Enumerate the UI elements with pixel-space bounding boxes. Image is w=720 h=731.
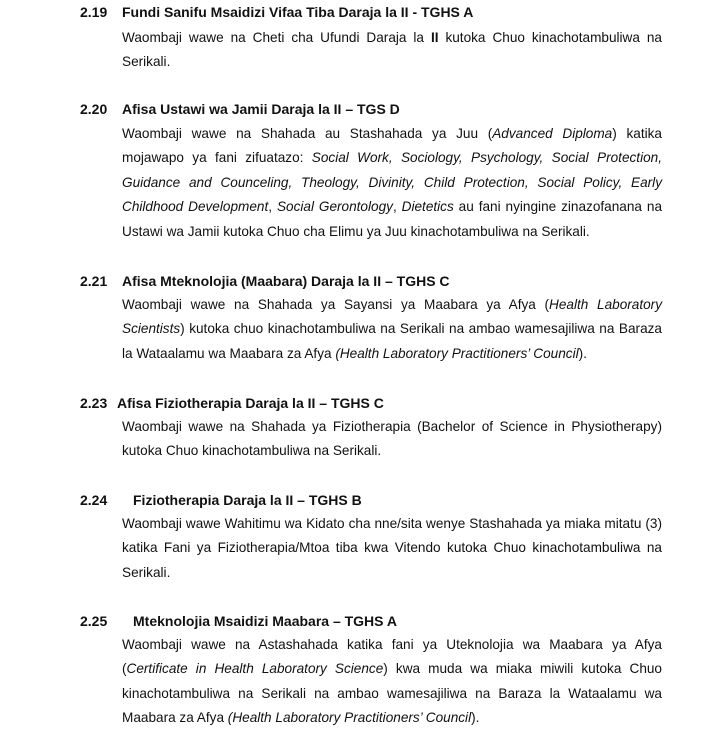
body-text: , [268,199,277,215]
body-text: Waombaji wawe na Shahada au Stashahada ya Juu ( [122,126,493,141]
body-text: ). [471,710,480,726]
section-body [122,26,662,75]
section-title: Fundi Sanifu Msaidizi Vifaa Tiba Daraja la II - TGHS A [122,4,474,20]
italic-text: (Health Laboratory Practitioners’ Council [335,345,579,361]
body-text: Waombaji wawe na Cheti cha Ufundi Daraja la [122,30,431,45]
italic-text: Dietetics [401,199,454,215]
section-number: 2.23 [80,395,108,411]
section-number: 2.25 [80,613,108,629]
body-text: ) kutoka chuo kinachotambuliwa na Serikali na ambao wamesajiliwa na Baraza la Wataalamu wa Maabara za Afya [122,321,662,361]
section-body [122,415,662,464]
italic-text: Health Laboratory Scientists [122,297,663,337]
bold-text: II [430,30,439,45]
body-text: Waombaji wawe na Shahada ya Sayansi ya Maabara ya Afya ( [122,297,550,312]
section-body [122,122,662,244]
section-body [122,633,662,731]
body-text: Waombaji wawe na Astashahada katika fani ya Uteknolojia wa Maabara ya Afya ( [122,637,662,677]
italic-text: Social Gerontology [276,199,393,215]
section-body [122,512,662,585]
italic-text: (Health Laboratory Practitioners’ Council [227,710,472,726]
body-text: ) kwa muda wa miaka miwili kutoka Chuo kinachotambuliwa na Serikali na ambao wamesajiliwa na Baraza la Wataalamu wa Maabara za Afya [122,661,662,726]
section-title: Afisa Ustawi wa Jamii Daraja la II – TGS D [122,101,400,117]
section-number: 2.19 [80,4,108,20]
body-text: ) katika mojawapo ya fani zifuatazo: [122,126,662,166]
italic-text: Advanced Diploma [492,126,613,141]
body-text: au fani nyingine zinazofanana na Ustawi wa Jamii kutoka Chuo cha Elimu ya Juu kinachotambuliwa na Serikali. [122,199,663,239]
section-title: Fiziotherapia Daraja la II – TGHS B [133,492,362,508]
body-text: ). [578,345,587,361]
section-number: 2.24 [80,492,108,508]
body-text: kutoka Chuo kinachotambuliwa na Serikali. [122,30,662,70]
section-number: 2.21 [80,273,108,289]
italic-text: Certificate in Health Laboratory Science [126,661,384,677]
body-text: Waombaji wawe Wahitimu wa Kidato cha nne/sita wenye Stashahada ya miaka mitatu (3) katika Fani ya Fiziotherapia/Mtoa tiba kwa Vitendo kutoka Chuo kinachotambuliwa na Serikali. [122,516,662,580]
section-number: 2.20 [80,101,108,117]
body-text: Waombaji wawe na Shahada ya Fiziotherapia (Bachelor of Science in Physiotherapy) kutoka Chuo kinachotambuliwa na Serikali. [122,419,662,459]
section-title: Afisa Fiziotherapia Daraja la II – TGHS C [117,395,384,411]
section-title: Mteknolojia Msaidizi Maabara – TGHS A [133,613,397,629]
body-text: , [392,199,402,215]
italic-text: Social Work, Sociology, Psychology, Social Protection, Guidance and Counceling, Theology, Divinity, Child Protection, Social Policy, Early Childhood Development [122,150,662,215]
section-body [122,293,662,366]
section-title: Afisa Mteknolojia (Maabara) Daraja la II – TGHS C [122,273,450,289]
